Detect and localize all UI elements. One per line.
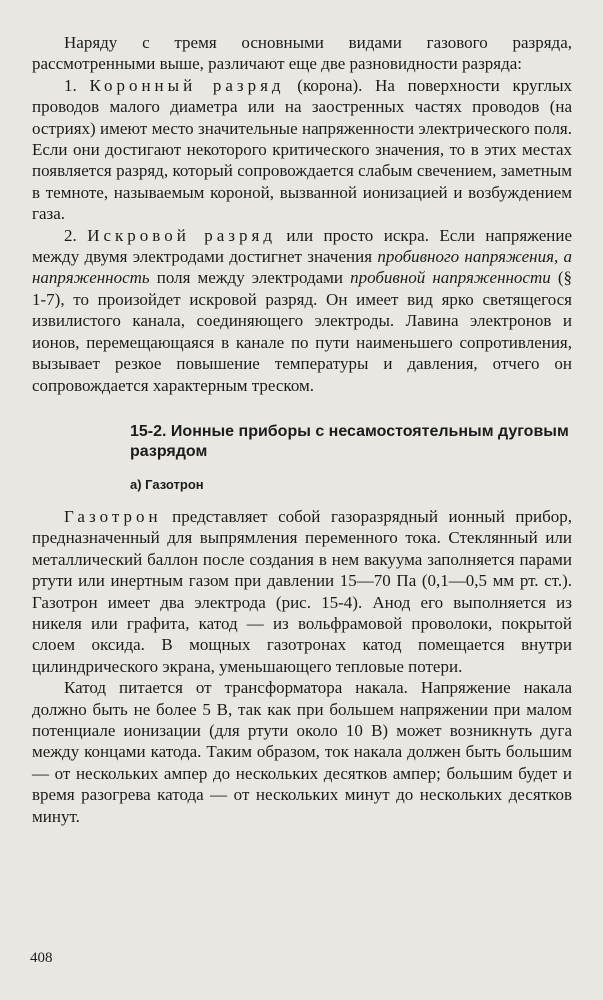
spark-text-2: поля между электродами	[149, 268, 351, 288]
spark-discharge-paragraph	[32, 225, 572, 396]
spark-text-3: (§ 1-7), то произойдет искровой разряд. Он имеет вид ярко светящегося извилистого канала, соединяющего электроды. Лавина электронов и ионов, перемещающаяся в канале по пути наименьшего сопротивления, вызывает резкое повышение температуры и давления, отчего он сопровождается характерным треском.	[32, 268, 573, 395]
gasotron-text: представляет собой газоразрядный ионный прибор, предназначенный для выпрямления переменного тока. Стеклянный или металлический баллон после создания в нем вакуума заполняется парами ртути или инертным газом при давлении 15—70 Па (0,1—0,5 мм рт. ст.). Газотрон имеет два электрода (рис. 15-4). Анод его выполняется из никеля или графита, катод — из вольфрамовой проволоки, покрытой слоем оксида. В мощных газотронах катод помещается внутри цилиндрического экрана, уменьшающего тепловые потери.	[32, 506, 572, 676]
section-heading: 15-2. Ионные приборы с несамостоятельным дуговым разрядом	[130, 422, 569, 460]
corona-text: (корона). На поверхности круглых проводов малого диаметра или на заостренных частях проводов (на остриях) имеют место значительные напряженности электрического поля. Если они достигают некоторого критического значения, то в этих местах появляется разряд, который сопровождается слабым свечением, заметным в темноте, называемым короной, вызванной ионизацией и возбуждением газа.	[32, 75, 573, 224]
intro-paragraph: Наряду с тремя основными видами газового разряда, рассмотренными выше, различают еще две разновидности разряда:	[32, 33, 572, 74]
subsection-heading: а) Газотрон	[130, 476, 204, 492]
page-number: 408	[30, 950, 53, 966]
spark-item-number: 2.	[64, 225, 88, 245]
spark-text-1: или просто искра. Если напряжение между двумя электродами достигнет значения	[32, 225, 572, 267]
corona-item-number: 1.	[64, 75, 90, 95]
spark-italic-2: пробивной напряженности	[350, 268, 551, 288]
corona-discharge-paragraph	[32, 75, 572, 225]
spark-term: Искровой разряд	[87, 225, 276, 245]
cathode-paragraph: Катод питается от трансформатора накала. Напряжение накала должно быть не более 5 В, так как при большем напряжении при малом потенциале ионизации (для ртути около 10 В) может возникнуть дуга между концами катода. Таким образом, ток накала должен быть большим — от нескольких ампер до нескольких десятков ампер; большим будет и время разогрева катода — от нескольких минут до нескольких десятков минут.	[32, 678, 572, 826]
corona-term: Коронный разряд	[89, 75, 285, 95]
gasotron-term: Газотрон	[64, 506, 162, 526]
spark-italic-1: пробивного напряжения, а напряженность	[32, 247, 573, 288]
gasotron-paragraph	[32, 506, 572, 677]
book-page	[32, 32, 572, 827]
